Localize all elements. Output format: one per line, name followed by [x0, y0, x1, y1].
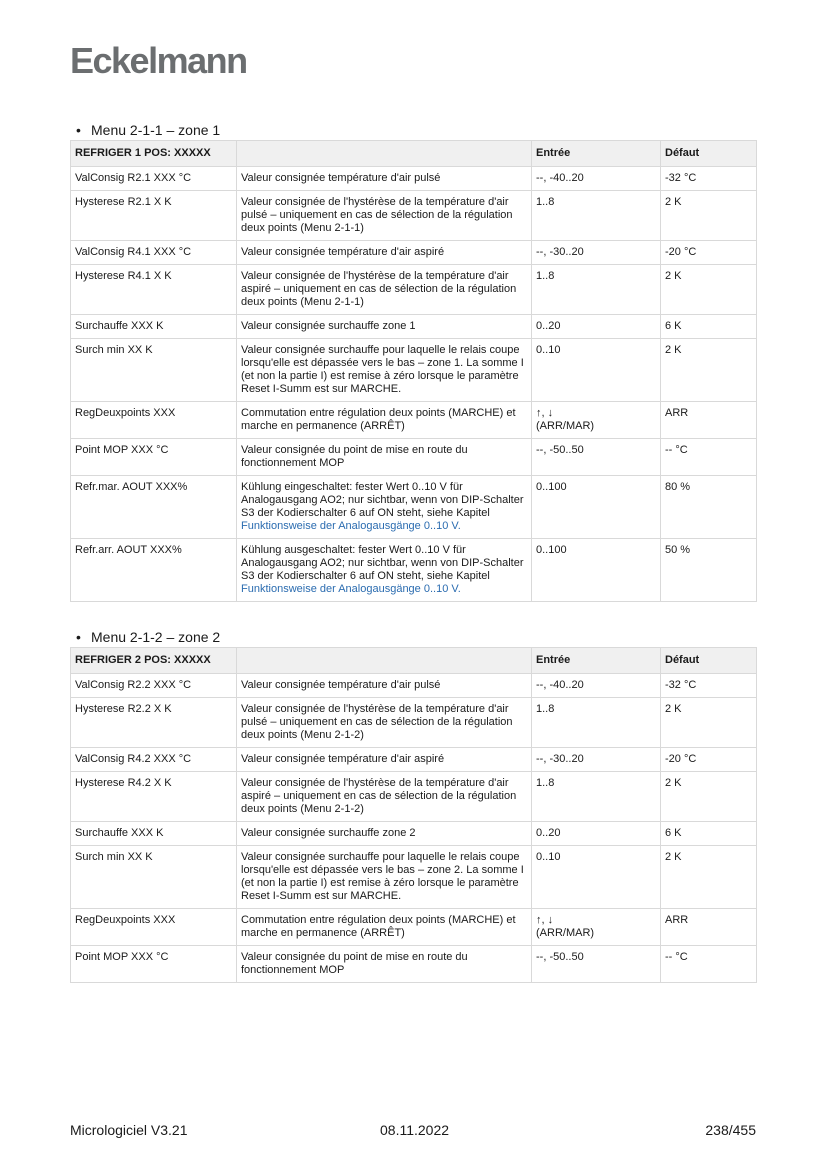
entry-cell-text: 1..8 [536, 703, 555, 715]
table-row [71, 191, 757, 241]
eckelmann-logo: Eckelmann [70, 40, 247, 81]
parameter-cell [71, 698, 237, 748]
description-cell [237, 265, 532, 315]
description-cell [237, 946, 532, 983]
default-cell [661, 439, 757, 476]
table-row [71, 909, 757, 946]
default-cell-text: -20 °C [665, 753, 697, 765]
description-cell-text: Commutation entre régulation deux points (MARCHE) et marche en permanence (ARRÊT) [241, 407, 516, 432]
parameter-cell-text: Refr.arr. AOUT XXX% [75, 544, 182, 556]
entry-cell-text: 0..10 [536, 851, 561, 863]
table-row [71, 241, 757, 265]
description-cell-text: Valeur consignée de l'hystérèse de la température d'air pulsé – uniquement en cas de sélection de la régulation deux points (Menu 2-1-1) [241, 196, 513, 234]
default-cell [661, 946, 757, 983]
description-cell-text: Valeur consignée température d'air pulsé [241, 679, 441, 691]
default-cell-text: ARR [665, 407, 689, 419]
parameter-cell [71, 674, 237, 698]
parameter-cell [71, 339, 237, 402]
description-cell-text: Valeur consignée température d'air aspiré [241, 246, 445, 258]
default-cell [661, 698, 757, 748]
description-cell [237, 402, 532, 439]
description-cell [237, 476, 532, 539]
parameter-cell [71, 539, 237, 602]
footer-date: 08.11.2022 [380, 1122, 450, 1138]
default-cell [661, 315, 757, 339]
parameter-cell [71, 748, 237, 772]
entry-cell [532, 698, 661, 748]
default-cell [661, 167, 757, 191]
entry-cell [532, 748, 661, 772]
default-cell [661, 748, 757, 772]
default-cell [661, 772, 757, 822]
column-header-entry: Entrée [532, 141, 661, 167]
default-cell [661, 265, 757, 315]
default-cell [661, 191, 757, 241]
parameter-cell-text: RegDeuxpoints XXX [75, 914, 176, 926]
default-cell-text: 2 K [665, 270, 682, 282]
default-cell [661, 476, 757, 539]
default-cell [661, 674, 757, 698]
default-cell-text: -20 °C [665, 246, 697, 258]
description-cell [237, 748, 532, 772]
description-cell-text: Valeur consignée de l'hystérèse de la température d'air pulsé – uniquement en cas de sélection de la régulation deux points (Menu 2-1-2) [241, 703, 513, 741]
parameter-cell [71, 265, 237, 315]
parameter-cell-text: Hysterese R4.1 X K [75, 270, 172, 282]
parameter-cell-text: Point MOP XXX °C [75, 951, 169, 963]
description-cell [237, 339, 532, 402]
description-cell [237, 167, 532, 191]
description-cell-text: Valeur consignée de l'hystérèse de la température d'air aspiré – uniquement en cas de sélection de la régulation deux points (Menu 2-1-2) [241, 777, 517, 815]
entry-cell-text: 0..20 [536, 320, 561, 332]
default-cell [661, 822, 757, 846]
parameter-cell-text: ValConsig R2.2 XXX °C [75, 679, 192, 691]
parameter-cell [71, 846, 237, 909]
description-cell [237, 698, 532, 748]
table-row [71, 748, 757, 772]
column-header-default: Défaut [661, 141, 757, 167]
entry-cell-text: ↑, ↓ (ARR/MAR) [536, 407, 595, 432]
entry-cell-text: ↑, ↓ (ARR/MAR) [536, 914, 595, 939]
description-cell-text: Valeur consignée surchauffe pour laquelle le relais coupe lorsqu'elle est dépassée vers le bas – zone 2. La somme I (et non la partie I) est remise à zéro lorsque le paramètre Reset I-Summ est sur MARCHE. [241, 851, 524, 902]
entry-cell-text: 1..8 [536, 777, 555, 789]
column-header-default: Défaut [661, 648, 757, 674]
table-row [71, 402, 757, 439]
default-cell-text: -32 °C [665, 172, 697, 184]
description-cell [237, 772, 532, 822]
description-cell [237, 315, 532, 339]
entry-cell-text: 0..20 [536, 827, 561, 839]
entry-cell [532, 846, 661, 909]
default-cell-text: 2 K [665, 196, 682, 208]
table-row [71, 772, 757, 822]
parameter-cell [71, 946, 237, 983]
parameter-cell-text: Hysterese R4.2 X K [75, 777, 172, 789]
default-cell [661, 539, 757, 602]
description-cell [237, 846, 532, 909]
table-row [71, 339, 757, 402]
column-header-menu: REFRIGER 2 POS: XXXXX [71, 648, 237, 674]
parameter-cell [71, 315, 237, 339]
table-row [71, 167, 757, 191]
column-header-menu: REFRIGER 1 POS: XXXXX [71, 141, 237, 167]
entry-cell-text: --, -40..20 [536, 172, 584, 184]
description-cell-text: Valeur consignée du point de mise en route du fonctionnement MOP [241, 951, 468, 976]
description-cell [237, 439, 532, 476]
entry-cell [532, 241, 661, 265]
entry-cell-text: 1..8 [536, 196, 555, 208]
description-cell [237, 674, 532, 698]
entry-cell [532, 674, 661, 698]
default-cell-text: -32 °C [665, 679, 697, 691]
parameter-cell-text: RegDeuxpoints XXX [75, 407, 176, 419]
parameter-cell [71, 772, 237, 822]
entry-cell [532, 191, 661, 241]
default-cell [661, 339, 757, 402]
description-cell-text: Kühlung ausgeschaltet: fester Wert 0..10 V für Analogausgang AO2; nur sichtbar, wenn von DIP-Schalter S3 der Kodierschalter 6 auf ON steht, siehe Kapitel [241, 544, 524, 582]
default-cell-text: 2 K [665, 777, 682, 789]
default-cell-text: 2 K [665, 344, 682, 356]
entry-cell-text: 0..100 [536, 481, 567, 493]
column-header-description [237, 141, 532, 167]
entry-cell [532, 315, 661, 339]
description-cell [237, 539, 532, 602]
entry-cell-text: 0..10 [536, 344, 561, 356]
table-header-row [71, 141, 757, 167]
entry-cell-text: --, -30..20 [536, 246, 584, 258]
table-row [71, 674, 757, 698]
entry-cell [532, 772, 661, 822]
entry-cell [532, 476, 661, 539]
parameter-cell-text: Hysterese R2.1 X K [75, 196, 172, 208]
footer-page-number: 238/455 [705, 1122, 756, 1138]
description-cell [237, 241, 532, 265]
bullet-icon: • [76, 629, 81, 645]
parameter-cell [71, 191, 237, 241]
default-cell [661, 909, 757, 946]
entry-cell [532, 539, 661, 602]
description-cell-text: Valeur consignée surchauffe zone 1 [241, 320, 416, 332]
description-cell-text: Valeur consignée température d'air aspiré [241, 753, 445, 765]
description-cell [237, 822, 532, 846]
parameter-cell [71, 822, 237, 846]
parameter-cell-text: ValConsig R4.1 XXX °C [75, 246, 192, 258]
parameter-table-zone-1 [70, 140, 757, 602]
description-cell [237, 191, 532, 241]
table-row [71, 265, 757, 315]
description-cell-text: Kühlung eingeschaltet: fester Wert 0..10 V für Analogausgang AO2; nur sichtbar, wenn von DIP-Schalter S3 der Kodierschalter 6 auf ON steht, siehe Kapitel [241, 481, 524, 519]
parameter-cell-text: Surch min XX K [75, 344, 153, 356]
entry-cell-text: --, -30..20 [536, 753, 584, 765]
parameter-cell-text: Surchauffe XXX K [75, 320, 164, 332]
description-cell-text: Commutation entre régulation deux points (MARCHE) et marche en permanence (ARRÊT) [241, 914, 516, 939]
chapter-link[interactable]: Funktionsweise der Analogausgänge 0..10 V. [241, 583, 461, 595]
entry-cell [532, 265, 661, 315]
parameter-cell-text: Refr.mar. AOUT XXX% [75, 481, 188, 493]
entry-cell [532, 822, 661, 846]
entry-cell [532, 946, 661, 983]
description-cell-text: Valeur consignée de l'hystérèse de la température d'air aspiré – uniquement en cas de sélection de la régulation deux points (Menu 2-1-1) [241, 270, 517, 308]
entry-cell [532, 402, 661, 439]
default-cell [661, 402, 757, 439]
entry-cell [532, 167, 661, 191]
entry-cell [532, 439, 661, 476]
table-row [71, 315, 757, 339]
default-cell-text: 2 K [665, 703, 682, 715]
bullet-icon: • [76, 122, 81, 138]
description-cell [237, 909, 532, 946]
table-header-row [71, 648, 757, 674]
description-cell-text: Valeur consignée surchauffe zone 2 [241, 827, 416, 839]
default-cell-text: 6 K [665, 827, 682, 839]
default-cell-text: ARR [665, 914, 689, 926]
default-cell [661, 846, 757, 909]
default-cell-text: 50 % [665, 544, 691, 556]
parameter-table-zone-2 [70, 647, 757, 983]
chapter-link[interactable]: Funktionsweise der Analogausgänge 0..10 V. [241, 520, 461, 532]
entry-cell [532, 909, 661, 946]
entry-cell [532, 339, 661, 402]
entry-cell-text: --, -50..50 [536, 951, 584, 963]
parameter-cell [71, 476, 237, 539]
table-row [71, 539, 757, 602]
table-row [71, 439, 757, 476]
description-cell-text: Valeur consignée température d'air pulsé [241, 172, 441, 184]
table-row [71, 946, 757, 983]
default-cell-text: 80 % [665, 481, 691, 493]
table-row [71, 476, 757, 539]
section-title-zone-1 [76, 122, 220, 138]
entry-cell-text: --, -50..50 [536, 444, 584, 456]
default-cell-text: 6 K [665, 320, 682, 332]
footer-firmware-version: Micrologiciel V3.21 [70, 1122, 188, 1138]
parameter-cell [71, 402, 237, 439]
entry-cell-text: --, -40..20 [536, 679, 584, 691]
parameter-cell [71, 241, 237, 265]
section-title-text: Menu 2-1-1 – zone 1 [91, 122, 221, 138]
column-header-entry: Entrée [532, 648, 661, 674]
parameter-cell-text: Surch min XX K [75, 851, 153, 863]
default-cell [661, 241, 757, 265]
description-cell-text: Valeur consignée du point de mise en route du fonctionnement MOP [241, 444, 468, 469]
parameter-cell-text: Point MOP XXX °C [75, 444, 169, 456]
parameter-cell-text: Hysterese R2.2 X K [75, 703, 172, 715]
parameter-cell [71, 167, 237, 191]
parameter-cell-text: ValConsig R2.1 XXX °C [75, 172, 192, 184]
table-row [71, 846, 757, 909]
parameter-cell-text: ValConsig R4.2 XXX °C [75, 753, 192, 765]
default-cell-text: -- °C [665, 951, 688, 963]
parameter-cell [71, 439, 237, 476]
column-header-description [237, 648, 532, 674]
section-title-zone-2 [76, 629, 220, 645]
entry-cell-text: 1..8 [536, 270, 555, 282]
table-row [71, 698, 757, 748]
parameter-cell [71, 909, 237, 946]
table-row [71, 822, 757, 846]
section-title-text: Menu 2-1-2 – zone 2 [91, 629, 221, 645]
parameter-cell-text: Surchauffe XXX K [75, 827, 164, 839]
default-cell-text: -- °C [665, 444, 688, 456]
entry-cell-text: 0..100 [536, 544, 567, 556]
description-cell-text: Valeur consignée surchauffe pour laquelle le relais coupe lorsqu'elle est dépassée vers le bas – zone 1. La somme I (et non la partie I) est remise à zéro lorsque le paramètre Reset I-Summ est sur MARCHE. [241, 344, 524, 395]
default-cell-text: 2 K [665, 851, 682, 863]
